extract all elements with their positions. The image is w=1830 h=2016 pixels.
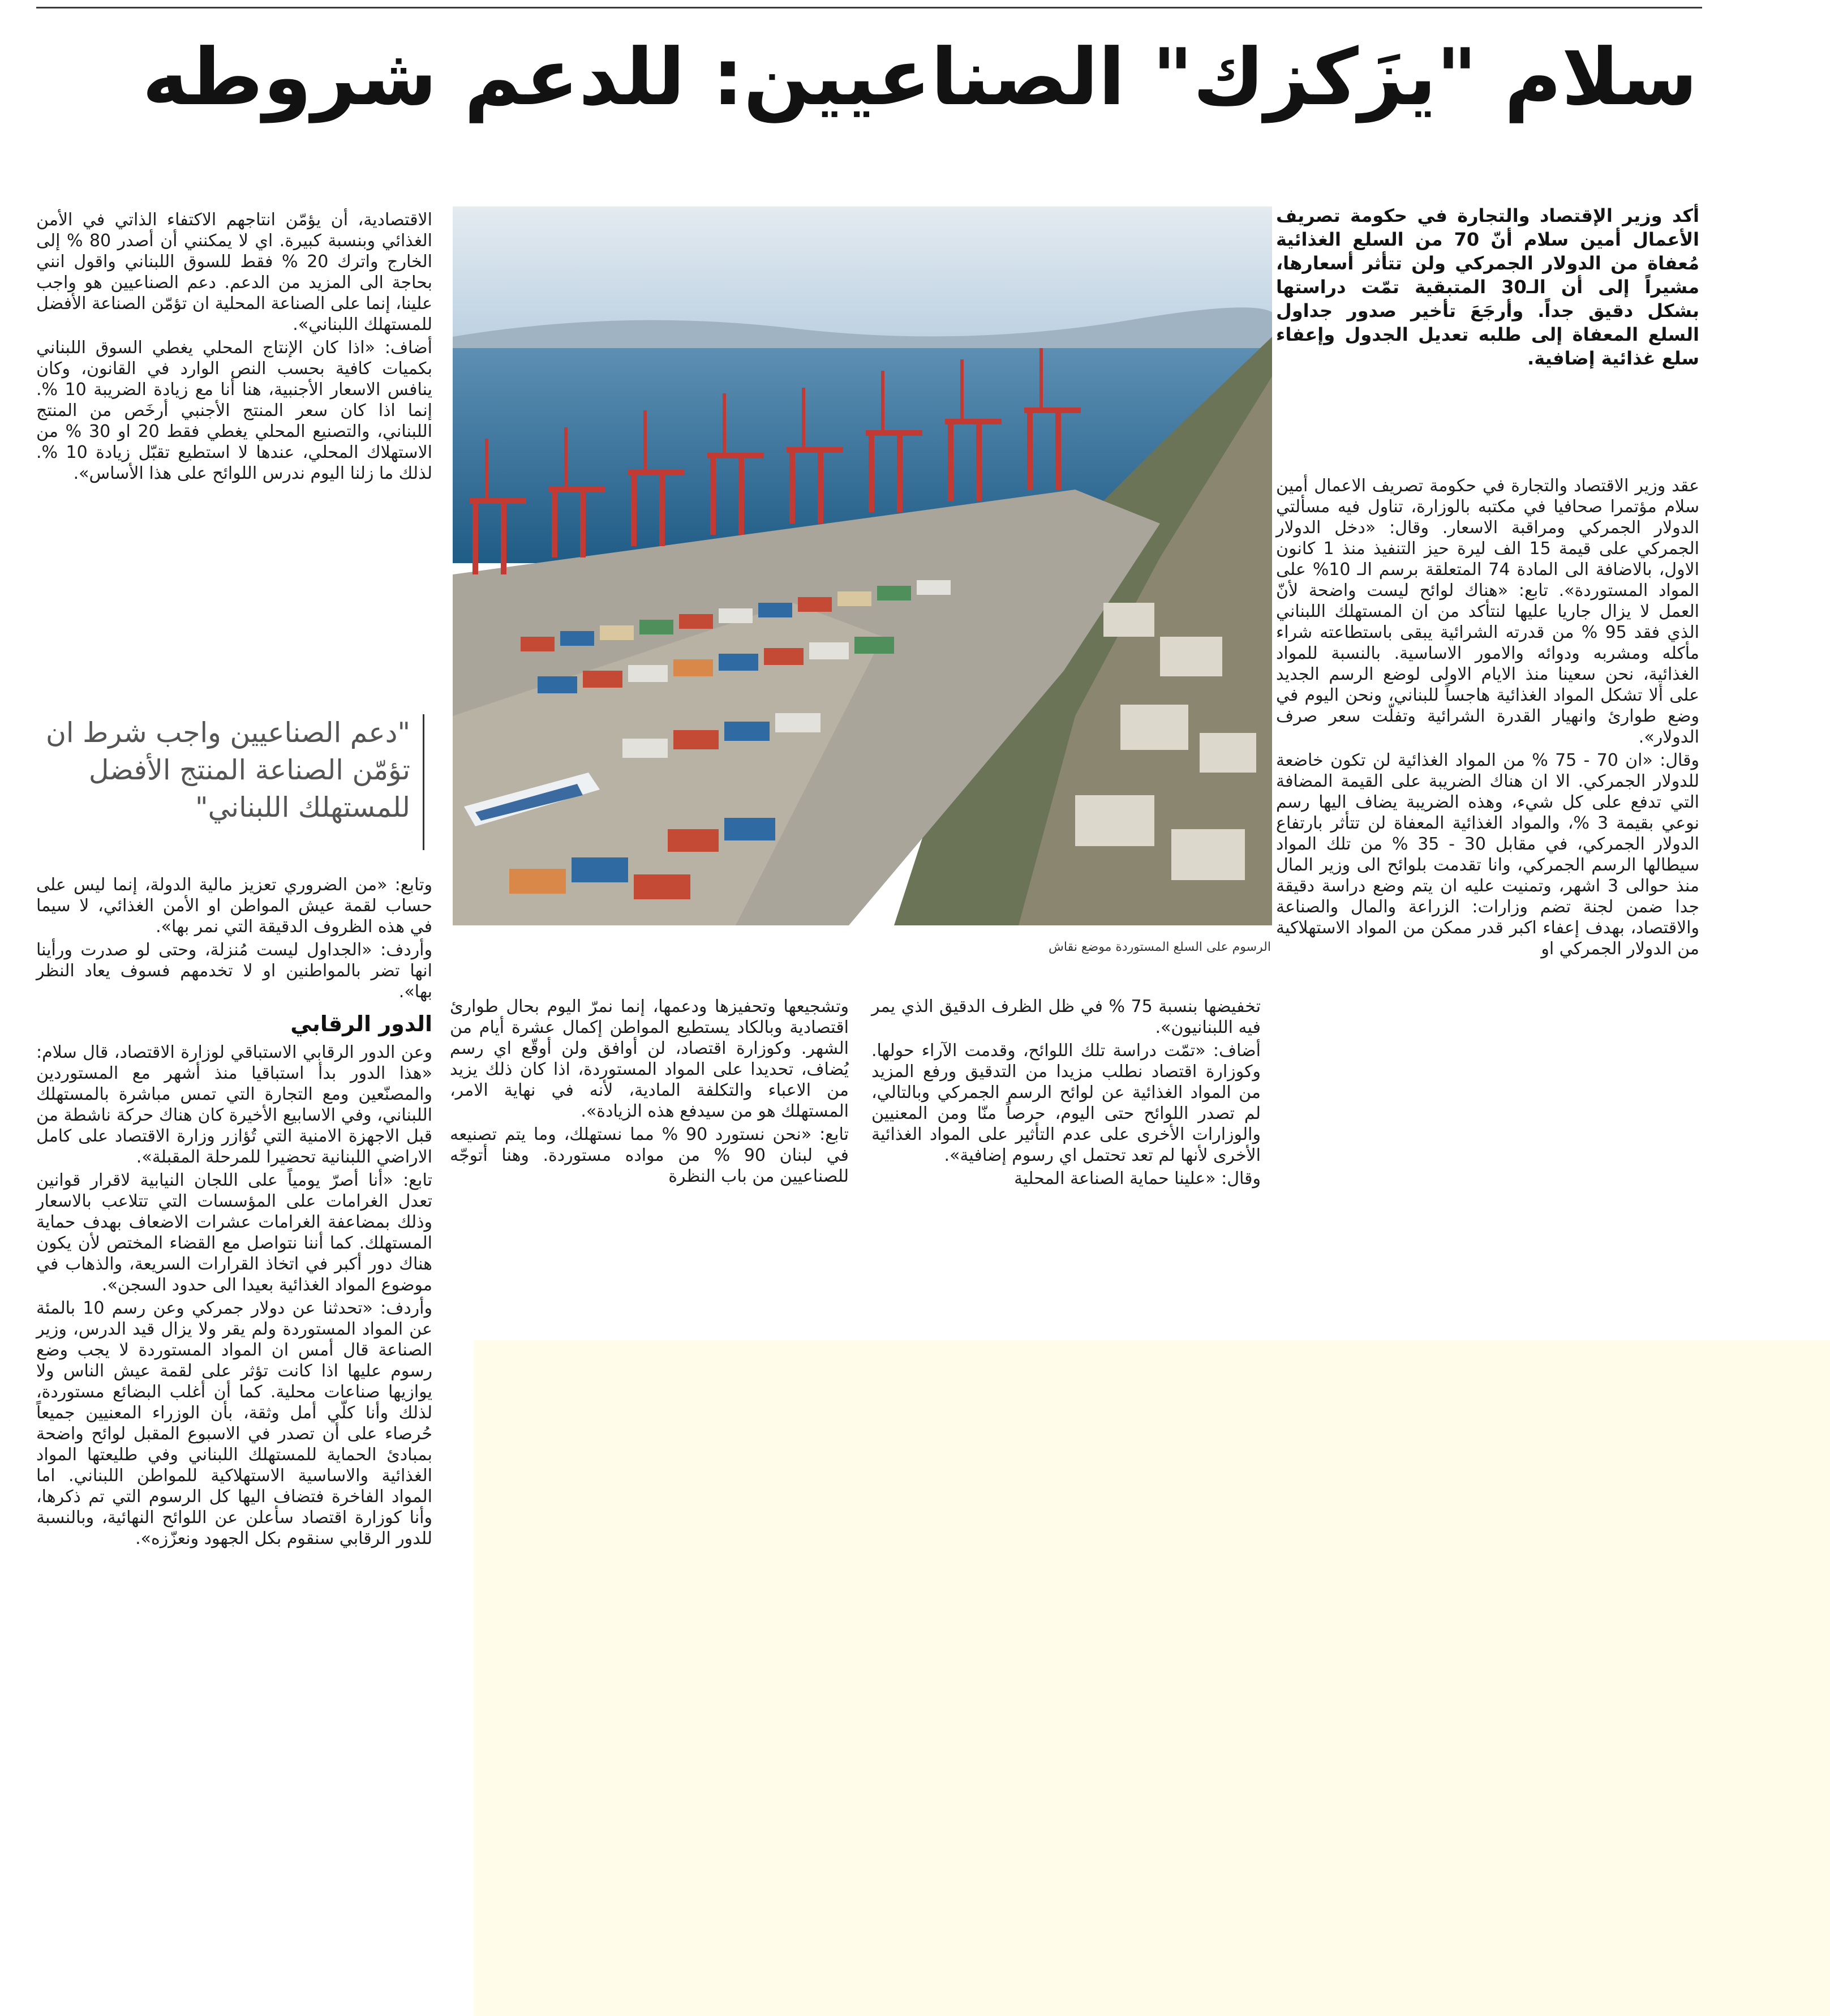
top-rule [36, 7, 1702, 8]
paragraph: الاقتصادية، أن يؤمّن انتاجهم الاكتفاء الذاتي في الأمن الغذائي وبنسبة كبيرة. اي لا يمكنني أن أصدر 80 % إلى الخارج واترك 20 % فقط للسوق اللبناني واقول انني بحاجة الى المزيد من الدعم. دعم الصناعيين هو واجب علينا، إنما على الصناعة المحلية ان تؤمّن الصناعة الأفضل للمستهلك اللبناني». [36, 210, 432, 334]
body-column-2 [871, 996, 1261, 1290]
body-column-4-top [36, 209, 432, 679]
blank-ad-space [474, 1340, 1830, 2016]
paragraph: وقال: «علينا حماية الصناعة المحلية [1014, 1169, 1261, 1189]
paragraph: تخفيضها بنسبة 75 % في ظل الظرف الدقيق الذي يمر فيه اللبنانيون». [871, 997, 1261, 1037]
photo-caption: الرسوم على السلع المستوردة موضع نقاش [1049, 940, 1271, 954]
paragraph: وقال: «ان 70 - 75 % من المواد الغذائية لن تكون خاضعة للدولار الجمركي. الا ان هناك الضريبة على القيمة المضافة التي تدفع على كل شيء، وهذه الضريبة يضاف اليها رسم نوعي بقيمة 3 %، والمواد الغذائية المعفاة لن تتأثر بارتفاع الدولار الجمركي، في مقابل 30 - 35 % من تلك المواد سيطالها الرسم الجمركي، وانا تقدمت بلوائح الى وزير المال منذ حوالى 3 اشهر، وتمنيت عليه ان يتم وضع دراسة دقيقة جدا ضمن لجنة تضم وزارات: الزراعة والمال والصناعة والاقتصاد، بهدف إعفاء اكبر قدر ممكن من المواد الاستهلاكية من الدولار الجمركي او [1276, 750, 1699, 959]
paragraph: تابع: «أنا أصرّ يومياً على اللجان النيابية لاقرار قوانين تعدل الغرامات على المؤسسات التي تتلاعب بالاسعار وذلك بمضاعفة الغرامات عشرات الاضعاف بهدف حماية المستهلك. كما أننا نتواصل مع القضاء المختص لأن يكون هناك دور أكبر في اتخاذ القرارات السريعة، والذهاب في موضوع المواد الغذائية بعيدا الى حدود السجن». [36, 1170, 432, 1295]
subhead: الدور الرقابي [290, 1011, 432, 1036]
paragraph: أضاف: «تمّت دراسة تلك اللوائح، وقدمت الآراء حولها. وكوزارة اقتصاد نطلب مزيدا من التدقيق ورفع المزيد من المواد الغذائية عن لوائح الرسم الجمركي وبالتالي، لم تصدر اللوائح حتى اليوم، حرصاً منّا ومن المعنيين والوزارات الأخرى على عدم التأثير على المواد الغذائية الأخرى لأنها لم تعد تحتمل اي رسوم إضافية». [871, 1041, 1261, 1165]
paragraph: عقد وزير الاقتصاد والتجارة في حكومة تصريف الاعمال أمين سلام مؤتمرا صحافيا في مكتبه بالوزارة، تناول فيه مسألتي الدولار الجمركي ومراقبة الاسعار. وقال: «دخل الدولار الجمركي على قيمة 15 الف ليرة حيز التنفيذ منذ 1 كانون الاول، بالاضافة الى المادة 74 المتعلقة برسم الـ 10% على المواد المستوردة». تابع: «هناك لوائح ليست واضحة لأنّ العمل لا يزال جاريا عليها لنتأكد من ان المستهلك اللبناني الذي فقد 95 % من قدرته الشرائية يبقى باستطاعته شراء مأكله ومشربه ودوائه والامور الاساسية. بالنسبة للمواد الغذائية، نحن سعينا منذ الايام الاولى لوضع الرسم الجديد على ألا تشكل المواد الغذائية هاجساً للبناني، ونحن اليوم في وضع طوارئ وانهيار القدرة الشرائية وتفلّت سعر صرف الدولار». [1276, 476, 1700, 747]
headline: سلام "يزَكزك" الصناعيين: للدعم شروطه [142, 32, 1698, 123]
pull-quote: "دعم الصناعيين واجب شرط ان تؤمّن الصناعة المنتج الأفضل للمستهلك اللبناني" [44, 714, 424, 850]
paragraph: وتابع: «من الضروري تعزيز مالية الدولة، إنما ليس على حساب لقمة عيش المواطن او الأمن الغذائي، لا سيما في هذه الظروف الدقيقة التي نمر بها». [36, 875, 432, 937]
paragraph: أضاف: «اذا كان الإنتاج المحلي يغطي السوق اللبناني بكميات كافية بحسب النص الوارد في القانون، وكان ينافس الاسعار الأجنبية، هنا أنا مع زيادة الضريبة 10 %. إنما اذا كان سعر المنتج الأجنبي أرخَص من المنتج اللبناني، والتصنيع المحلي يغطي فقط 20 او 30 % من الاستهلاك المحلي، عندها لا استطيع تقبّل زيادة 10 %. لذلك ما زلنا اليوم ندرس اللوائح على هذا الأساس». [36, 338, 433, 483]
port-photo [453, 207, 1272, 925]
paragraph: تابع: «نحن نستورد 90 % مما نستهلك، وما يتم تصنيعه في لبنان 90 % من مواده مستوردة. وهنا أتوجّه للصناعيين من باب النظرة [450, 1125, 849, 1186]
paragraph: وعن الدور الرقابي الاستباقي لوزارة الاقتصاد، قال سلام: «هذا الدور بدأ استباقيا منذ أشهر مع المستوردين والمصنّعين ومع التجارة التي تمس مباشرة بالمستهلك اللبناني، وفي الاسابيع الأخيرة كان هناك حركة ناشطة من قبل الاجهزة الامنية التي تُؤازر وزارة الاقتصاد على كامل الاراضي اللبنانية تحضيرا للمرحلة المقبلة». [36, 1043, 432, 1167]
body-column-3 [450, 996, 849, 1290]
paragraph: وأردف: «تحدثنا عن دولار جمركي وعن رسم 10 بالمئة عن المواد المستوردة ولم يقر ولا يزال قيد الدرس، وزير الصناعة قال أمس ان المواد المستوردة لا يجب وضع رسوم عليها اذا كانت تؤثر على لقمة عيش الناس ولا يوازيها صناعات محلية. كما أن أغلب البضائع مستوردة، لذلك وأنا كلّي أمل وثقة، بأن الوزراء المعنيين جميعاً حُرصاء على أن تصدر في الاسبوع المقبل لوائح واضحة بمبادئ الحماية للمستهلك اللبناني وفي طليعتها المواد الغذائية والاساسية الاستهلاكية للمواطن اللبناني. اما المواد الفاخرة فتضاف اليها كل الرسوم التي تم ذكرها، وأنا كوزارة اقتصاد سأعلن عن اللوائح النهائية، وبالنسبة للدور الرقابي سنقوم بكل الجهود ونعزّزه». [36, 1298, 432, 1549]
paragraph: وتشجيعها وتحفيزها ودعمها، إنما نمرّ اليوم بحال طوارئ اقتصادية وبالكاد يستطيع المواطن إكمال عشرة أيام من الشهر. وكوزارة اقتصاد، لن أوافق ولن أوقّع اي رسم يُضاف، تحديدا على المواد المستوردة، اذا كان ذلك يزيد من الاعباء والتكلفة المادية، لأنه في نهاية الامر، المستهلك هو من سيدفع هذه الزيادة». [450, 997, 849, 1121]
body-column-1 [1276, 475, 1699, 1279]
body-column-4-bottom [36, 874, 432, 2006]
lead-paragraph: أكد وزير الإقتصاد والتجارة في حكومة تصريف الأعمال أمين سلام أنّ 70 من السلع الغذائية مُعفاة من الدولار الجمركي ولن تتأثر أسعارها، مشيراً إلى أن الـ30 المتبقية تمّت دراستها بشكل دقيق جداً. وأرجَعَ تأخير صدور جداول السلع المعفاة إلى طلبه تعديل الجدول وإعفاء سلع غذائية إضافية. [1276, 205, 1700, 369]
paragraph: وأردف: «الجداول ليست مُنزلة، وحتى لو صدرت ورأينا انها تضر بالمواطنين او لا تخدمهم فسوف يعاد النظر بها». [36, 940, 432, 1002]
